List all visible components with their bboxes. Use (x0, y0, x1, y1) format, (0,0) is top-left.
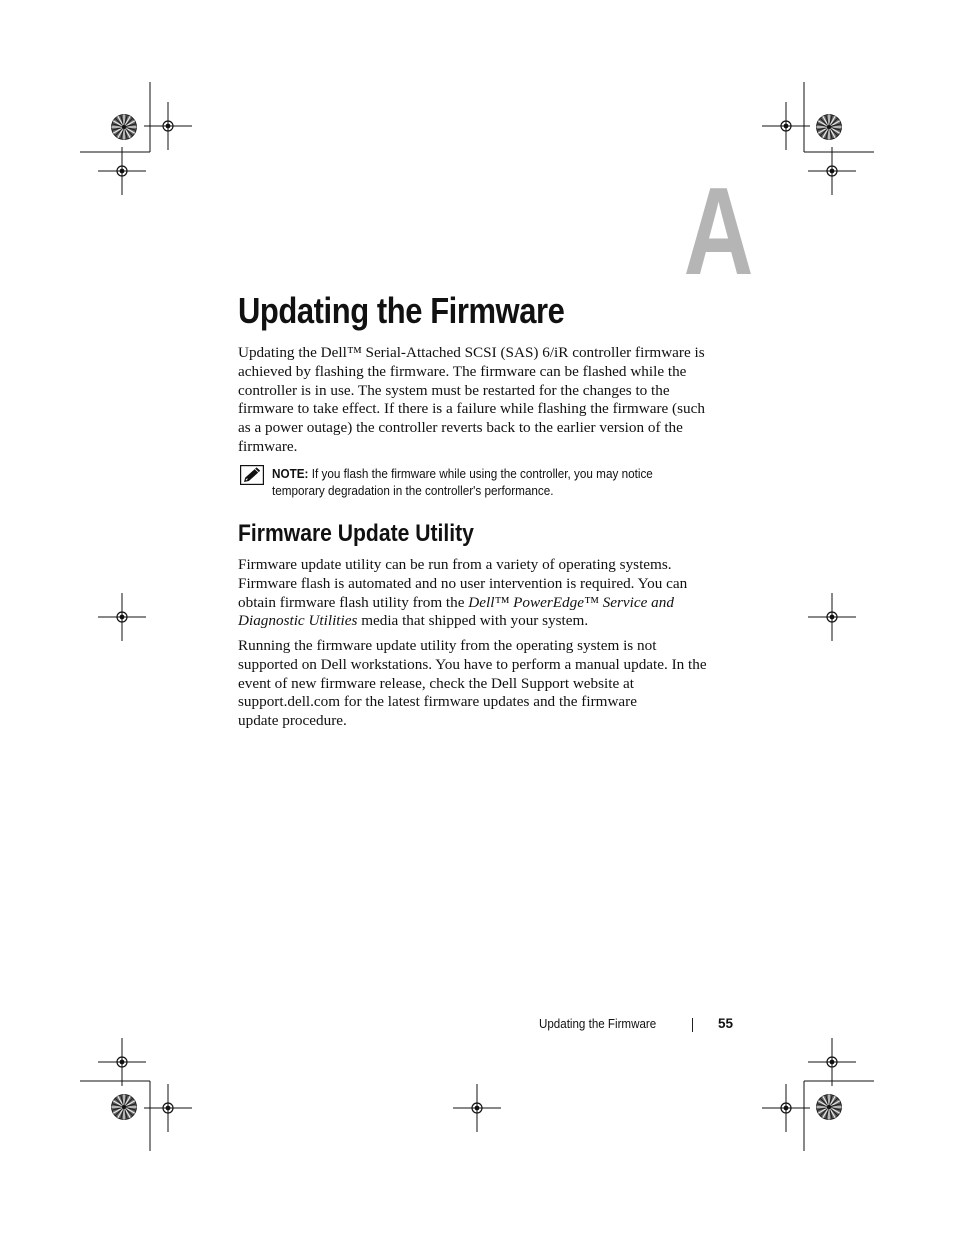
appendix-letter: A (683, 163, 754, 301)
page-title: Updating the Firmware (238, 290, 565, 331)
note-text-2: temporary degradation in the controller's performance. (272, 484, 554, 498)
p1-italic-title: Dell™ PowerEdge™ Service and (468, 593, 674, 611)
p2-line: event of new firmware release, check the Dell Support website at (238, 674, 634, 692)
starburst-center (122, 1105, 126, 1109)
intro-line: firmware. (238, 437, 298, 455)
note-line-1 (272, 466, 709, 483)
footer-separator (692, 1018, 693, 1032)
p1-italic-title: Diagnostic Utilities (238, 612, 358, 630)
pencil-note-icon (240, 465, 264, 485)
section-paragraph-1 (238, 556, 738, 631)
intro-line: as a power outage) the controller reverts back to the earlier version of the (238, 419, 683, 437)
intro-line: achieved by flashing the firmware. The firmware can be flashed while the (238, 362, 687, 380)
section-paragraph-2 (238, 637, 738, 731)
intro-line: controller is in use. The system must be restarted for the changes to the (238, 381, 670, 399)
p1-text: obtain firmware flash utility from the (238, 593, 469, 611)
p2-line: update procedure. (238, 712, 347, 730)
p2-line: support.dell.com for the latest firmware updates and the firmware (238, 693, 637, 711)
p2-line: supported on Dell workstations. You have to perform a manual update. In the (238, 655, 707, 673)
p1-line: Firmware update utility can be run from a variety of operating systems. (238, 556, 672, 573)
note-label: NOTE: (272, 467, 309, 481)
starburst-center (827, 1105, 831, 1109)
section-heading: Firmware Update Utility (238, 520, 474, 547)
note-text-1: If you flash the firmware while using the controller, you may notice (311, 467, 653, 481)
starburst-center (122, 125, 126, 129)
note-callout (272, 466, 742, 500)
intro-line: firmware to take effect. If there is a failure while flashing the firmware (such (238, 400, 705, 418)
p2-line: Running the firmware update utility from the operating system is not (238, 637, 657, 654)
page-number: 55 (718, 1016, 734, 1031)
starburst-center (827, 125, 831, 129)
intro-line: Updating the Dell™ Serial-Attached SCSI (SAS) 6/iR controller firmware is (238, 344, 705, 361)
intro-paragraph (238, 344, 738, 457)
p1-text: media that shipped with your system. (357, 612, 589, 630)
p1-line (238, 594, 738, 613)
footer-title: Updating the Firmware (539, 1017, 657, 1031)
p1-line (238, 612, 738, 631)
p1-line: Firmware flash is automated and no user intervention is required. You can (238, 574, 688, 592)
